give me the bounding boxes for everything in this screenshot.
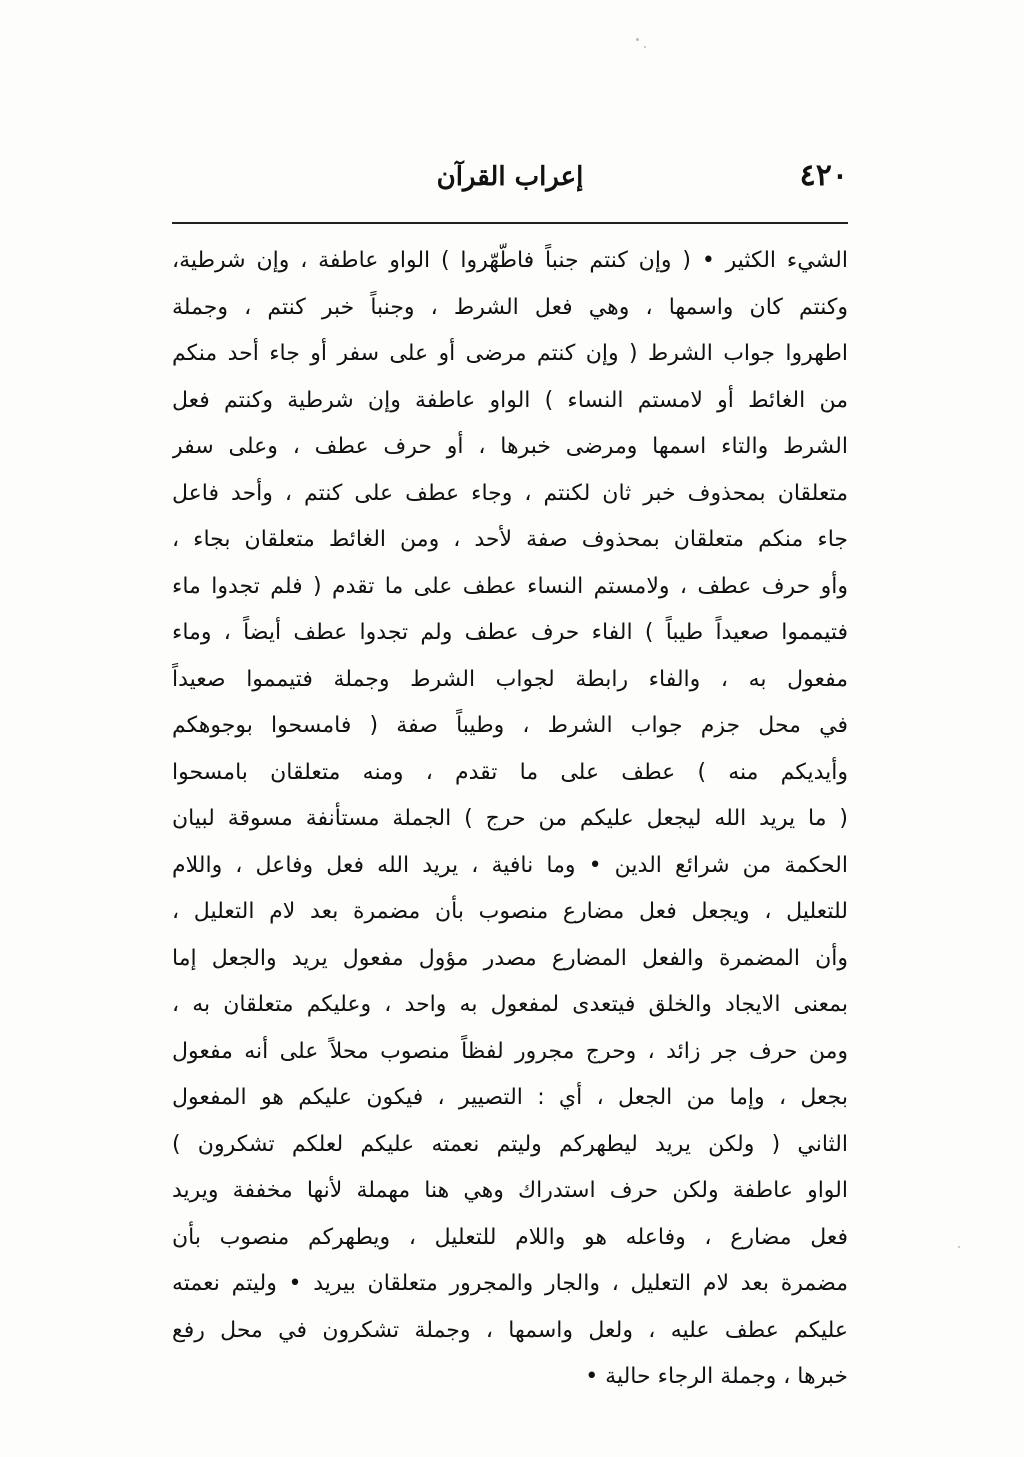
- text-line: بمعنى الايجاد والخلق فيتعدى لمفعول به واحد ، وعليكم متعلقان به ،: [172, 992, 848, 1017]
- text-line: متعلقان بمحذوف خبر ثان لكنتم ، وجاء عطف على كنتم ، وأحد فاعل: [172, 480, 848, 506]
- text-line: الشيء الكثير • ( وإن كنتم جنباً فاطّهّروا ) الواو عاطفة ، وإن شرطية،: [172, 248, 848, 273]
- text-line: بجعل ، وإما من الجعل ، أي : التصيير ، فيكون عليكم هو المفعول: [172, 1085, 848, 1110]
- text-line: ومن حرف جر زائد ، وحرج مجرور لفظاً منصوب محلاً على أنه مفعول: [172, 1038, 848, 1064]
- scan-speck: [636, 38, 639, 41]
- body-text: [172, 238, 848, 1401]
- text-line: من الغائط أو لامستم النساء ) الواو عاطفة وإن شرطية وكنتم فعل: [172, 387, 848, 413]
- text-line: في محل جزم جواب الشرط ، وطيباً صفة ( فامسحوا بوجوهكم: [172, 713, 848, 738]
- text-line: عليكم عطف عليه ، ولعل واسمها ، وجملة تشكرون في محل رفع: [172, 1317, 848, 1343]
- text-line: الشرط والتاء اسمها ومرضى خبرها ، أو حرف عطف ، وعلى سفر: [172, 434, 848, 459]
- text-line: وكنتم كان واسمها ، وهي فعل الشرط ، وجنباً خبر كنتم ، وجملة: [172, 294, 848, 320]
- running-title: إعراب القرآن: [436, 162, 584, 192]
- text-line: فتيمموا صعيداً طيباً ) الفاء حرف عطف ولم تجدوا عطف أيضاً ، وماء: [172, 620, 848, 645]
- page-header: [172, 158, 848, 218]
- scan-speck: [644, 46, 646, 48]
- text-line: ( ما يريد الله ليجعل عليكم من حرج ) الجملة مستأنفة مسوقة لبيان: [172, 806, 848, 831]
- text-line: للتعليل ، ويجعل فعل مضارع منصوب بأن مضمرة بعد لام التعليل ،: [172, 899, 848, 924]
- text-line: الواو عاطفة ولكن حرف استدراك وهي هنا مهملة لأنها مخففة ويريد: [172, 1178, 848, 1203]
- text-line: فعل مضارع ، وفاعله هو واللام للتعليل ، ويطهركم منصوب بأن: [172, 1224, 848, 1250]
- text-line: مفعول به ، والفاء رابطة لجواب الشرط وجملة فتيمموا صعيداً: [172, 666, 848, 692]
- header-rule: [172, 222, 848, 224]
- text-line: الثاني ( ولكن يريد ليطهركم وليتم نعمته عليكم لعلكم تشكرون ): [172, 1131, 848, 1157]
- text-line: وأو حرف عطف ، ولامستم النساء عطف على ما تقدم ( فلم تجدوا ماء: [172, 573, 848, 599]
- scan-speck: [958, 1246, 960, 1248]
- text-line: مضمرة بعد لام التعليل ، والجار والمجرور متعلقان بيريد • وليتم نعمته: [172, 1271, 848, 1296]
- text-line: اطهروا جواب الشرط ( وإن كنتم مرضى أو على سفر أو جاء أحد منكم: [172, 341, 848, 366]
- text-line: وأيديكم منه ) عطف على ما تقدم ، ومنه متعلقان بامسحوا: [172, 759, 848, 785]
- text-line: الحكمة من شرائع الدين • وما نافية ، يريد الله فعل وفاعل ، واللام: [172, 852, 848, 878]
- text-line: وأن المضمرة والفعل المضارع مصدر مؤول مفعول يريد والجعل إما: [172, 945, 848, 971]
- page-number: ٤٢٠: [799, 158, 848, 193]
- text-line: خبرها ، وجملة الرجاء حالية •: [585, 1364, 848, 1389]
- text-line: جاء منكم متعلقان بمحذوف صفة لأحد ، ومن الغائط متعلقان بجاء ،: [172, 527, 848, 552]
